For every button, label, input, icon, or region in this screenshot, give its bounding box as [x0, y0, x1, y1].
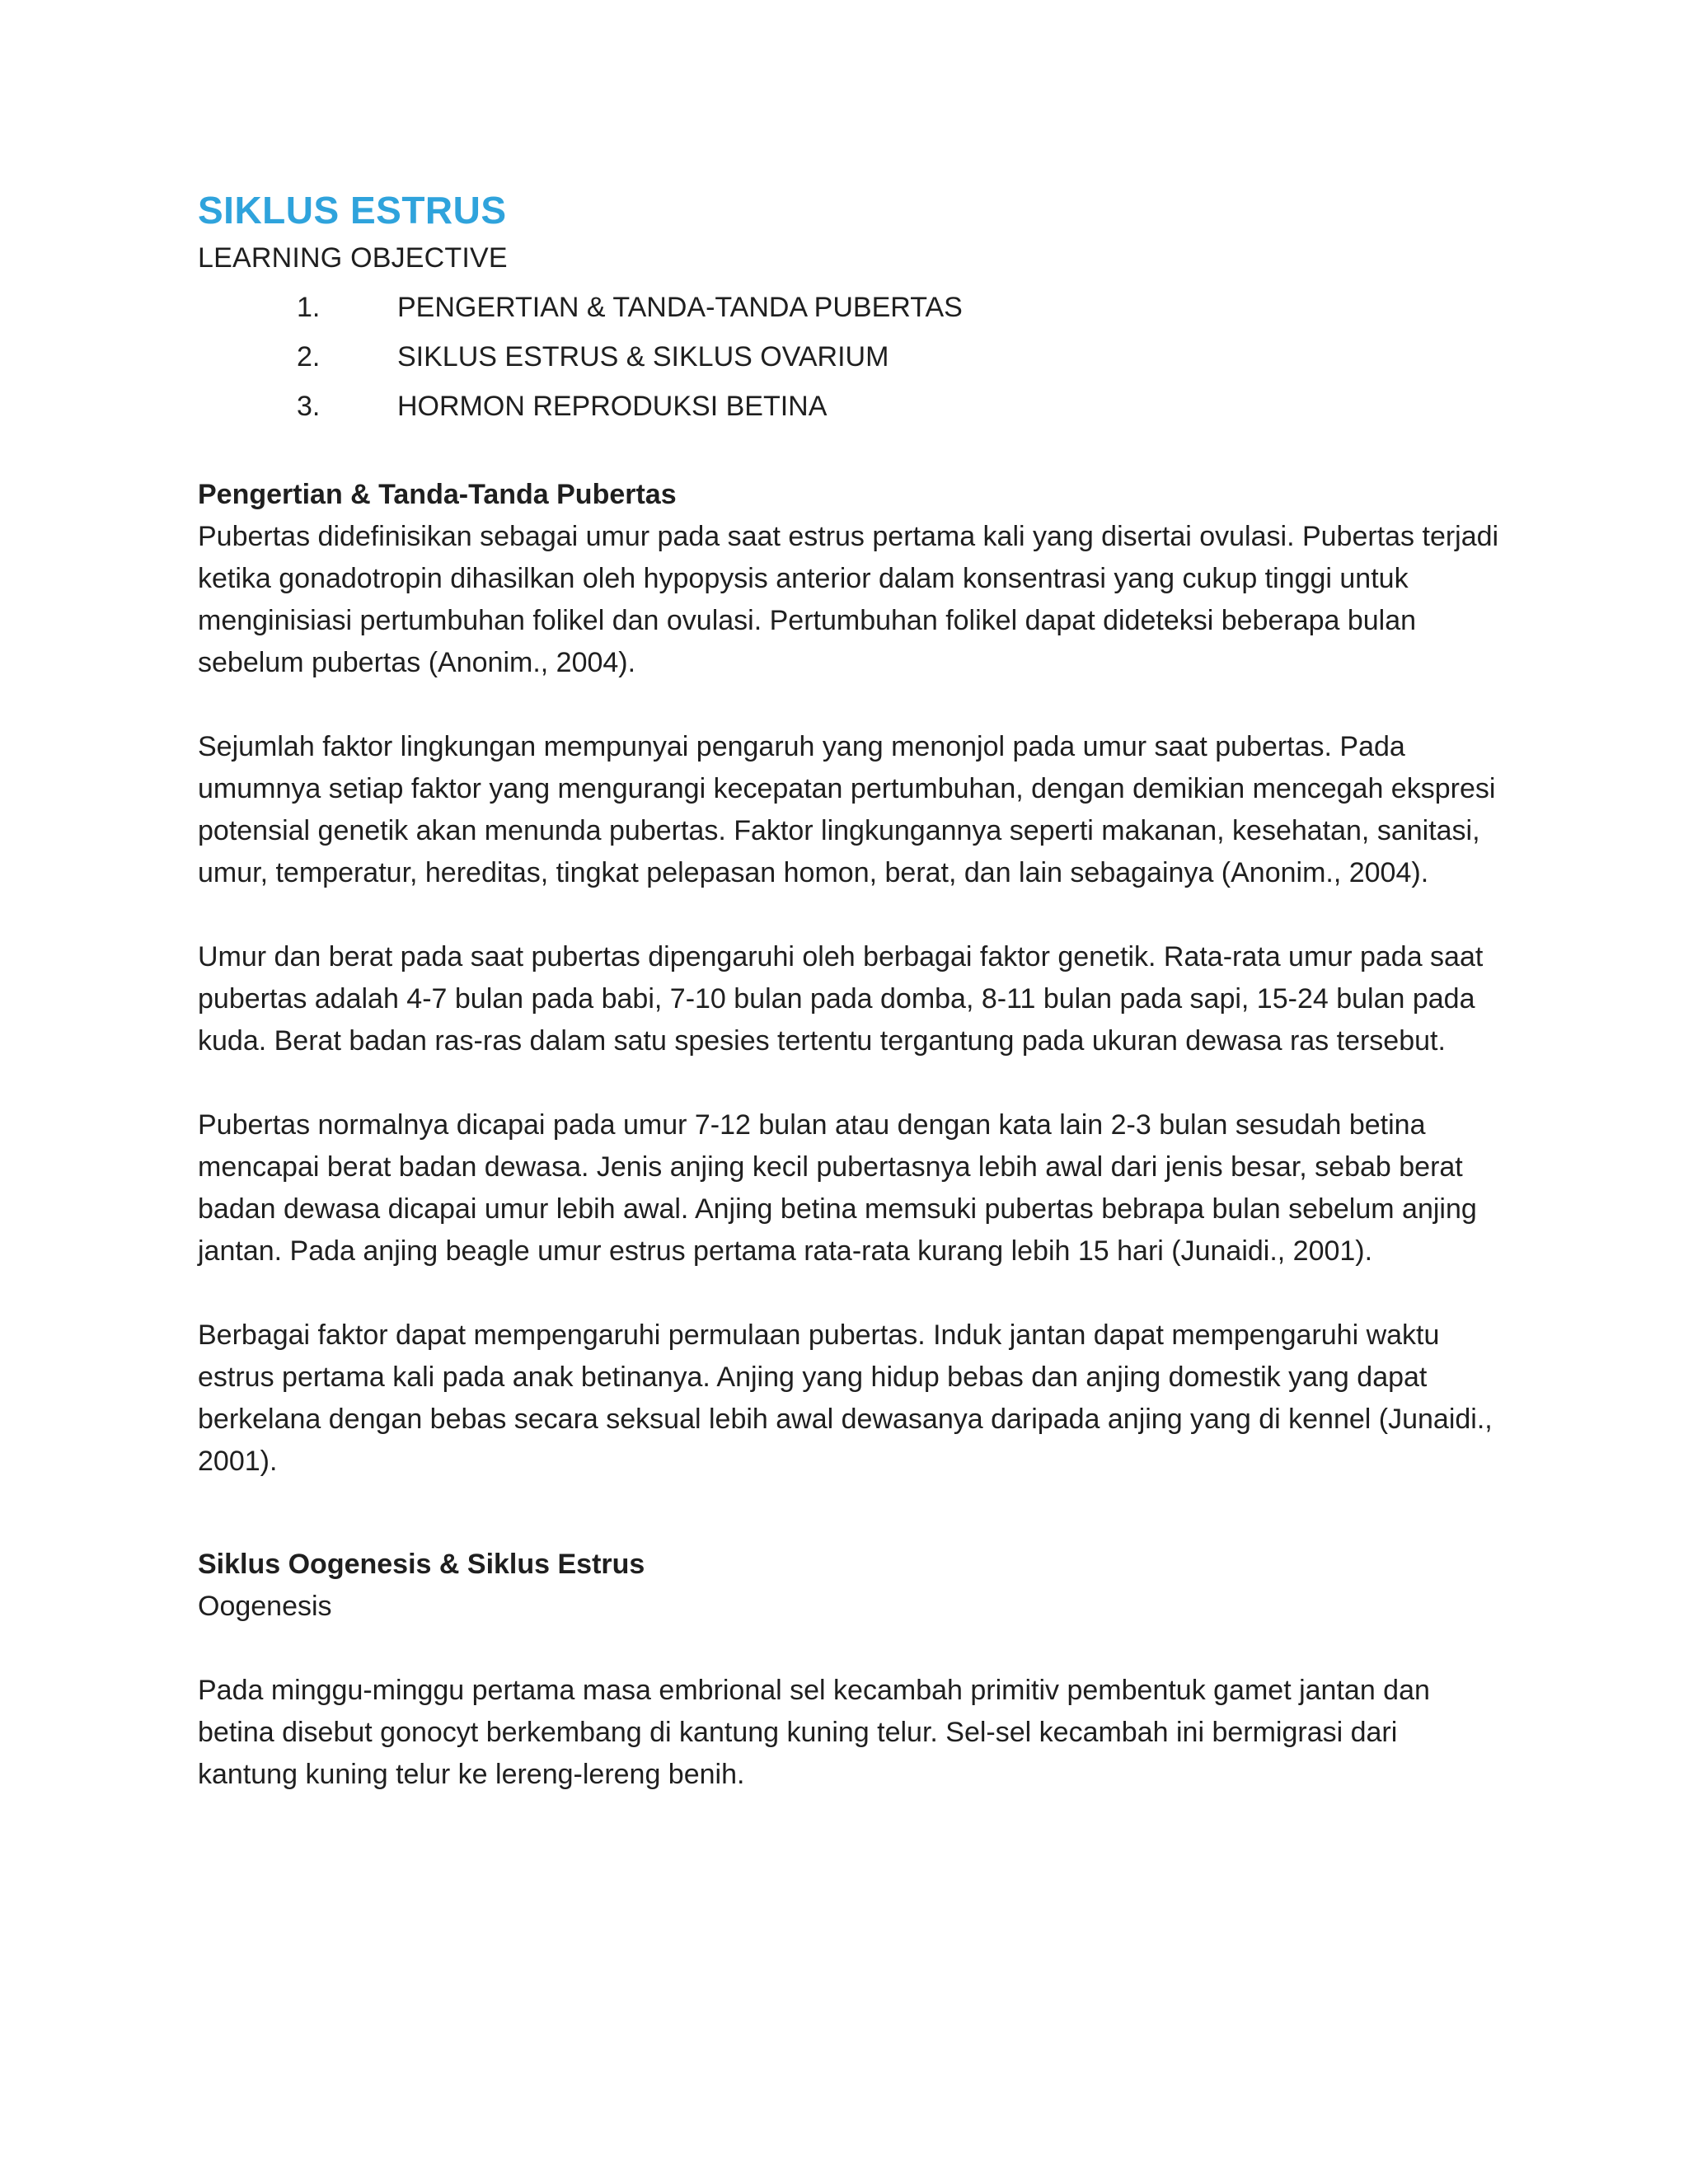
objectives-list — [198, 283, 1500, 431]
paragraph: Sejumlah faktor lingkungan mempunyai pengaruh yang menonjol pada umur saat pubertas. Pada umumnya setiap faktor yang mengurangi kecepatan pertumbuhan, dengan demikian mencegah ekspresi potensial genetik akan menunda pubertas. Faktor lingkungannya seperti makanan, kesehatan, sanitasi, umur, temperatur, hereditas, tingkat pelepasan homon, berat, dan lain sebagainya (Anonim., 2004). — [198, 731, 1496, 889]
paragraph-gap — [198, 1062, 1500, 1104]
objective-item — [198, 382, 1500, 431]
section-heading-pubertas: Pengertian & Tanda-Tanda Pubertas — [198, 479, 677, 511]
objective-text: PENGERTIAN & TANDA-TANDA PUBERTAS — [397, 292, 963, 324]
paragraph: Umur dan berat pada saat pubertas dipengaruhi oleh berbagai faktor genetik. Rata-rata umur pada saat pubertas adalah 4-7 bulan pada babi, 7-10 bulan pada domba, 8-11 bulan pada sapi, 15-24 bulan pada kuda. Berat badan ras-ras dalam satu spesies tertentu tergantung pada ukuran dewasa ras tersebut. — [198, 941, 1484, 1057]
paragraph: Berbagai faktor dapat mempengaruhi permulaan pubertas. Induk jantan dapat mempengaruhi waktu estrus pertama kali pada anak betinanya. Anjing yang hidup bebas dan anjing domestik yang dapat berkelana dengan bebas secara seksual lebih awal dewasanya daripada anjing yang di kennel (Junaidi., 2001). — [198, 1319, 1493, 1478]
objective-number: 1. — [297, 292, 321, 324]
objective-item — [198, 283, 1500, 332]
objective-number: 2. — [297, 341, 321, 373]
paragraph: Pada minggu-minggu pertama masa embrional sel kecambah primitiv pembentuk gamet jantan dan betina disebut gonocyt berkembang di kantung kuning telur. Sel-sel kecambah ini bermigrasi dari kantung kuning telur ke lereng-lereng benih. — [198, 1675, 1430, 1791]
objective-text: SIKLUS ESTRUS & SIKLUS OVARIUM — [397, 341, 889, 373]
paragraph-gap — [198, 894, 1500, 936]
subheading-oogenesis: Oogenesis — [198, 1591, 332, 1623]
document-page — [198, 188, 1500, 1796]
objective-item — [198, 332, 1500, 382]
paragraph: Pubertas normalnya dicapai pada umur 7-12 bulan atau dengan kata lain 2-3 bulan sesudah betina mencapai berat badan dewasa. Jenis anjing kecil pubertasnya lebih awal dari jenis besar, sebab berat badan dewasa dicapai umur lebih awal. Anjing betina memsuki pubertas bebrapa bulan sebelum anjing jantan. Pada anjing beagle umur estrus pertama rata-rata kurang lebih 15 hari (Junaidi., 2001). — [198, 1109, 1477, 1268]
objective-number: 3. — [297, 391, 321, 423]
paragraph: Pubertas didefinisikan sebagai umur pada saat estrus pertama kali yang disertai ovulasi. Pubertas terjadi ketika gonadotropin dihasilkan oleh hypopysis anterior dalam konsentrasi yang cukup tinggi untuk menginisiasi pertumbuhan folikel dan ovulasi. Pertumbuhan folikel dapat dideteksi beberapa bulan sebelum pubertas (Anonim., 2004). — [198, 521, 1499, 679]
objective-text: HORMON REPRODUKSI BETINA — [397, 391, 828, 423]
section-heading-oogenesis: Siklus Oogenesis & Siklus Estrus — [198, 1549, 645, 1581]
paragraph-gap — [198, 684, 1500, 726]
paragraph-gap — [198, 1272, 1500, 1315]
document-title: SIKLUS ESTRUS — [198, 189, 507, 232]
paragraph-gap — [198, 1628, 1500, 1670]
learning-objective-heading: LEARNING OBJECTIVE — [198, 242, 508, 274]
